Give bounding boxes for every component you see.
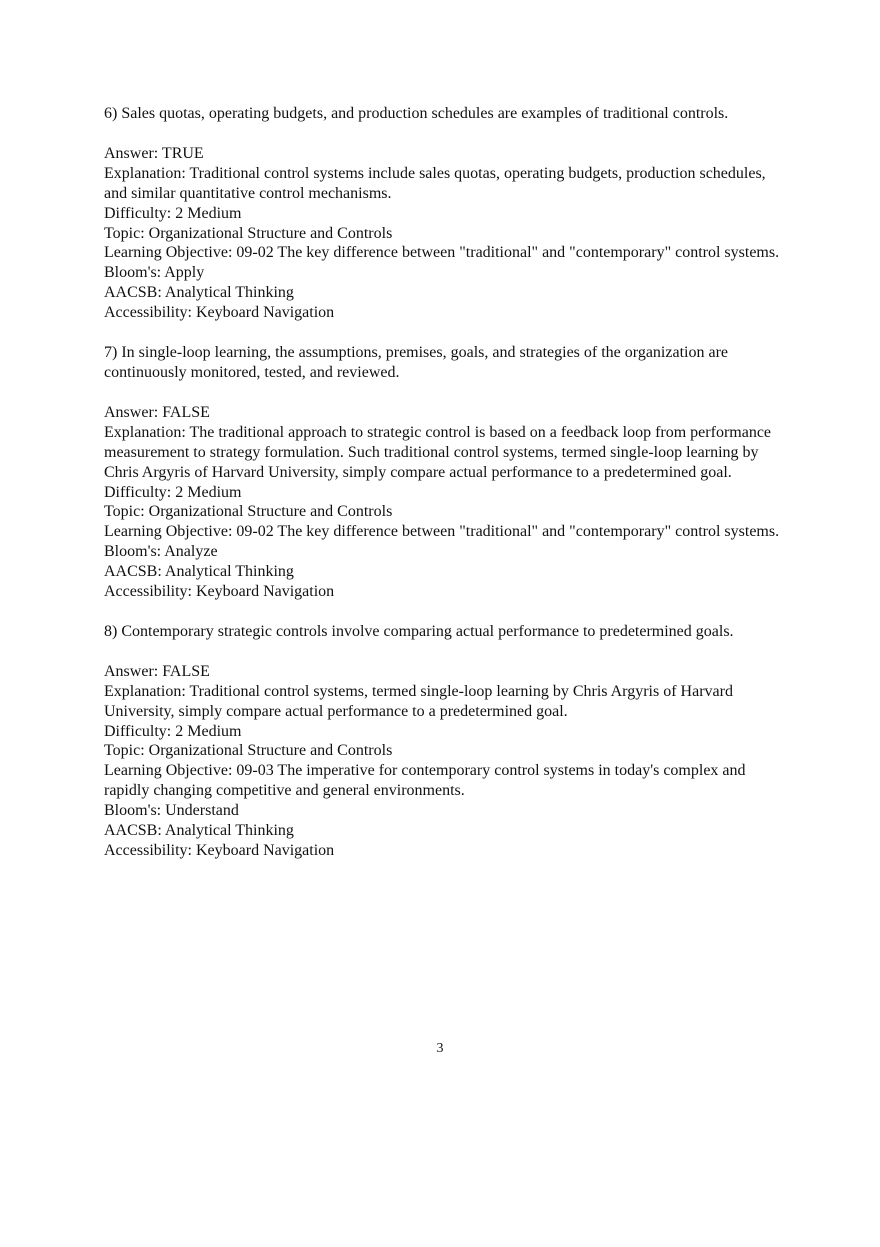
- difficulty-line: Difficulty: 2 Medium: [104, 722, 242, 740]
- aacsb-line: AACSB: Analytical Thinking: [104, 822, 294, 840]
- page-number: 3: [436, 1041, 444, 1056]
- answer-line: Answer: TRUE: [104, 144, 204, 162]
- aacsb-line: AACSB: Analytical Thinking: [104, 284, 294, 302]
- blooms-line: Bloom's: Analyze: [104, 543, 218, 561]
- aacsb-line: AACSB: Analytical Thinking: [104, 563, 294, 581]
- question-stem: 7) In single-loop learning, the assumptions, premises, goals, and strategies of the organization are continuously monitored, tested, and reviewed.: [104, 344, 728, 381]
- question-6: [104, 104, 784, 323]
- question-8: [104, 622, 784, 861]
- accessibility-line: Accessibility: Keyboard Navigation: [104, 842, 335, 859]
- accessibility-line: Accessibility: Keyboard Navigation: [104, 304, 335, 322]
- difficulty-line: Difficulty: 2 Medium: [104, 483, 242, 501]
- topic-line: Topic: Organizational Structure and Controls: [104, 742, 393, 760]
- explanation-text: Explanation: Traditional control systems, termed single-loop learning by Chris Argyris of Harvard University, simply compare actual performance to a predetermined goal.: [104, 682, 733, 720]
- answer-line: Answer: FALSE: [104, 662, 210, 680]
- explanation-text: Explanation: The traditional approach to strategic control is based on a feedback loop from performance measurement to strategy formulation. Such traditional control systems, termed single-loop learning by Chris Argyris of Harvard University, simply compare actual performance to a predetermined goal.: [104, 423, 772, 481]
- question-stem: 6) Sales quotas, operating budgets, and production schedules are examples of traditional controls.: [104, 105, 729, 122]
- topic-line: Topic: Organizational Structure and Controls: [104, 503, 393, 521]
- learning-objective-line: Learning Objective: 09-03 The imperative for contemporary control systems in today's complex and rapidly changing competitive and general environments.: [104, 762, 746, 800]
- blooms-line: Bloom's: Understand: [104, 802, 239, 820]
- learning-objective-line: Learning Objective: 09-02 The key difference between "traditional" and "contemporary" control systems.: [104, 523, 780, 541]
- answer-line: Answer: FALSE: [104, 403, 210, 421]
- question-stem: 8) Contemporary strategic controls involve comparing actual performance to predetermined goals.: [104, 622, 734, 640]
- accessibility-line: Accessibility: Keyboard Navigation: [104, 583, 335, 601]
- explanation-text: Explanation: Traditional control systems include sales quotas, operating budgets, production schedules, and similar quantitative control mechanisms.: [104, 164, 766, 202]
- document-page: [104, 104, 784, 881]
- question-7: [104, 343, 784, 602]
- learning-objective-line: Learning Objective: 09-02 The key difference between "traditional" and "contemporary" control systems.: [104, 244, 780, 262]
- blooms-line: Bloom's: Apply: [104, 264, 205, 282]
- difficulty-line: Difficulty: 2 Medium: [104, 204, 242, 222]
- topic-line: Topic: Organizational Structure and Controls: [104, 224, 393, 242]
